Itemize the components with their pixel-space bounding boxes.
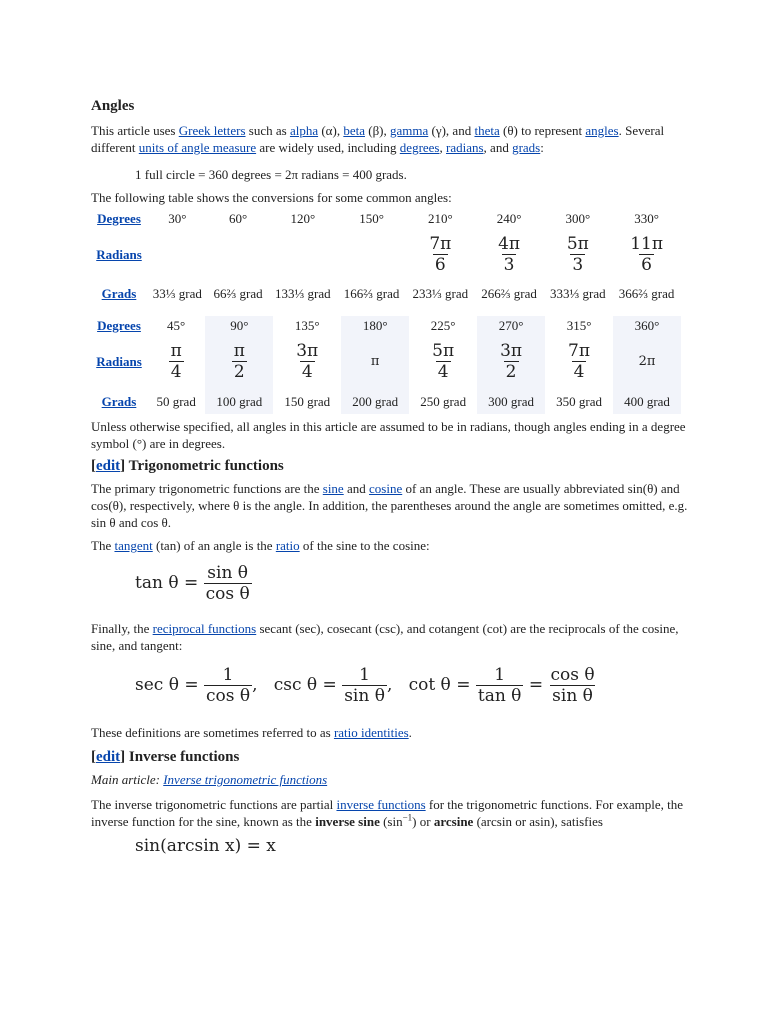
fraction: $\frac{1}{\text{tan θ}}$	[477, 664, 522, 706]
table1-radian-cell	[406, 228, 475, 280]
fraction: $\frac{5\pi}{4}$	[432, 340, 455, 382]
table1-radian-cell	[208, 228, 269, 280]
arcsin-equation: sin(arcsin x) = x	[135, 836, 276, 856]
trig-intro: The primary trigonometric functions are the sine and cosine of an angle. These are usually abbreviated sin(θ) and cos(θ), respectively, where θ is the angle. In addition, the parentheses around the angle are sometimes omitted, e.g. sin θ and cos θ.	[91, 481, 688, 530]
table2-radian-cell: π	[341, 334, 409, 388]
fraction: $\frac{4\pi}{3}$	[498, 233, 521, 275]
angles-intro: This article uses Greek letters such as alpha (α), beta (β), gamma (γ), and theta (θ) to represent angles. Several different units of angle measure are widely used, including degrees, radians, and grads:	[91, 123, 665, 155]
table2-grad-cell: 300 grad	[477, 388, 545, 414]
link-radians[interactable]: radians	[446, 140, 484, 155]
table1-radian-cell	[147, 228, 208, 280]
conversion-table-1	[91, 208, 681, 306]
table2-grad-cell: 250 grad	[420, 393, 467, 409]
table1-grad-cell: 33⅓ grad	[152, 285, 202, 301]
edit-link-inverse[interactable]: edit	[96, 749, 121, 765]
table2-grad-cell: 100 grad	[205, 388, 273, 414]
link-gamma[interactable]: gamma	[390, 123, 429, 138]
table1-radian-cell	[543, 228, 612, 280]
fraction: $\frac{7\pi}{6}$	[429, 233, 452, 275]
table1-degree-cell: 60°	[228, 210, 248, 226]
table2-header-grads[interactable]: Grads	[101, 393, 137, 409]
link-degrees[interactable]: degrees	[399, 140, 440, 155]
table2-radian-cell	[545, 334, 613, 388]
table1-radian-cell	[475, 228, 544, 280]
link-units-of-angle-measure[interactable]: units of angle measure	[138, 140, 257, 155]
table1-grad-cell: 266⅔ grad	[481, 285, 537, 301]
table1-degree-cell: 210°	[427, 210, 453, 226]
link-theta[interactable]: theta	[474, 123, 500, 138]
table2-radian-cell	[205, 334, 273, 388]
fraction: $\frac{7\pi}{4}$	[568, 340, 591, 382]
full-circle-equation: 1 full circle = 360 degrees = 2π radians = 400 grads.	[135, 167, 407, 182]
table2-grad-cell: 200 grad	[341, 388, 409, 414]
table2-radian-cell	[147, 334, 205, 388]
table1-degree-cell: 150°	[359, 210, 384, 226]
table1-header-grads[interactable]: Grads	[101, 285, 137, 301]
fraction: $\frac{1}{\text{cos θ}}$	[206, 664, 251, 706]
table1-degree-cell: 300°	[565, 210, 591, 226]
ratio-identities-paragraph: These definitions are sometimes referred to as ratio identities.	[91, 725, 412, 740]
table-intro: The following table shows the conversions for some common angles:	[91, 190, 452, 205]
table1-grad-cell: 366⅔ grad	[618, 285, 675, 301]
link-beta[interactable]: beta	[343, 123, 365, 138]
link-tangent[interactable]: tangent	[114, 538, 153, 553]
table1-header-degrees[interactable]: Degrees	[97, 210, 141, 226]
fraction: $\frac{\pi}{4}$	[170, 340, 182, 382]
link-angles[interactable]: angles	[585, 123, 619, 138]
table2-degree-cell: 135°	[294, 317, 320, 333]
table2-degree-cell: 225°	[430, 317, 456, 333]
link-inverse-functions[interactable]: inverse functions	[336, 797, 426, 812]
fraction: $\frac{\text{cos θ}}{\text{sin θ}}$	[550, 664, 595, 706]
link-greek-letters[interactable]: Greek letters	[178, 123, 246, 138]
table2-header-degrees[interactable]: Degrees	[97, 317, 141, 333]
fraction: $\frac{\pi}{2}$	[233, 340, 245, 382]
link-inverse-trig-functions[interactable]: Inverse trigonometric functions	[163, 772, 328, 787]
table2-grad-cell: 350 grad	[556, 393, 602, 409]
table1-grad-cell: 166⅔ grad	[343, 285, 400, 301]
edit-link-trig[interactable]: edit	[96, 458, 121, 474]
tangent-equation: tan θ = $\frac{\text{sin θ}}{\text{cos θ}}$	[135, 562, 250, 604]
table1-radian-cell	[268, 228, 337, 280]
table2-grad-cell: 150 grad	[284, 393, 331, 409]
section-title-inverse: [edit] Inverse functions	[91, 749, 240, 765]
link-cosine[interactable]: cosine	[369, 481, 403, 496]
table2-radian-cell	[273, 334, 341, 388]
table2-radian-cell: 2π	[613, 334, 681, 388]
table1-degree-cell: 30°	[168, 210, 187, 226]
table1-header-radians[interactable]: Radians	[96, 246, 142, 262]
link-ratio[interactable]: ratio	[275, 538, 300, 553]
table2-degree-cell: 180°	[341, 316, 409, 334]
table2-degree-cell: 360°	[613, 316, 681, 334]
link-reciprocal-functions[interactable]: reciprocal functions	[152, 621, 257, 636]
link-sine[interactable]: sine	[322, 481, 344, 496]
reciprocal-equation: sec θ = $\frac{1}{\text{cos θ}}$ , csc θ = $\frac{1}{\text{sin θ}}$ , cot θ = $\frac{1}{\text{tan θ}}$ = $\frac{\text{cos θ}}{\text{sin θ}}$	[135, 664, 595, 706]
radians-note: Unless otherwise specified, all angles in this article are assumed to be in radians, though angles ending in a degree symbol (°) are in degrees.	[91, 419, 686, 451]
fraction: $\frac{3\pi}{4}$	[296, 340, 319, 382]
table2-grad-cell: 50 grad	[156, 393, 196, 409]
table2-radian-cell	[409, 334, 477, 388]
reciprocal-paragraph: Finally, the reciprocal functions secant (sec), cosecant (csc), and cotangent (cot) are the reciprocals of the cosine, sine, and tangent:	[91, 621, 679, 653]
fraction: $\frac{11\pi}{6}$	[630, 233, 663, 275]
table1-grad-cell: 66⅔ grad	[213, 285, 263, 301]
main-article-note: Main article: Inverse trigonometric functions	[91, 772, 328, 787]
fraction: $\frac{5\pi}{3}$	[566, 233, 589, 275]
table2-degree-cell: 45°	[167, 317, 186, 333]
table2-header-radians[interactable]: Radians	[96, 353, 142, 369]
table2-degree-cell: 90°	[205, 316, 273, 334]
section-title-angles: Angles	[91, 98, 135, 114]
table1-degree-cell: 120°	[290, 210, 316, 226]
table1-degree-cell: 330°	[634, 210, 659, 226]
table2-degree-cell: 315°	[566, 317, 592, 333]
inverse-paragraph: The inverse trigonometric functions are partial inverse functions for the trigonometric functions. For example, the inverse function for the sine, known as the inverse sine $(\sin^{-1})$ or arcsine (arcsin or asin), satisfies	[91, 797, 684, 829]
table1-degree-cell: 240°	[496, 210, 522, 226]
table2-radian-cell	[477, 334, 545, 388]
table1-radian-cell	[337, 228, 406, 280]
link-alpha[interactable]: alpha	[289, 123, 319, 138]
table1-grad-cell: 233⅓ grad	[412, 285, 469, 301]
table1-radian-cell	[612, 228, 681, 280]
table1-grad-cell: 333⅓ grad	[550, 285, 606, 301]
table2-grad-cell: 400 grad	[613, 388, 681, 414]
link-ratio-identities[interactable]: ratio identities	[333, 725, 409, 740]
article-content	[91, 96, 691, 855]
link-grads[interactable]: grads	[512, 140, 541, 155]
conversion-table-2	[91, 316, 681, 414]
tangent-paragraph: The tangent (tan) of an angle is the ratio of the sine to the cosine:	[91, 538, 430, 553]
fraction: $\frac{3\pi}{2}$	[500, 340, 523, 382]
table1-grad-cell: 133⅓ grad	[275, 285, 331, 301]
table2-degree-cell: 270°	[477, 316, 545, 334]
section-title-trig: [edit] Trigonometric functions	[91, 458, 284, 474]
fraction: $\frac{1}{\text{sin θ}}$	[344, 664, 385, 706]
fraction: $\frac{\text{sin θ}}{\text{cos θ}}$	[205, 562, 250, 604]
